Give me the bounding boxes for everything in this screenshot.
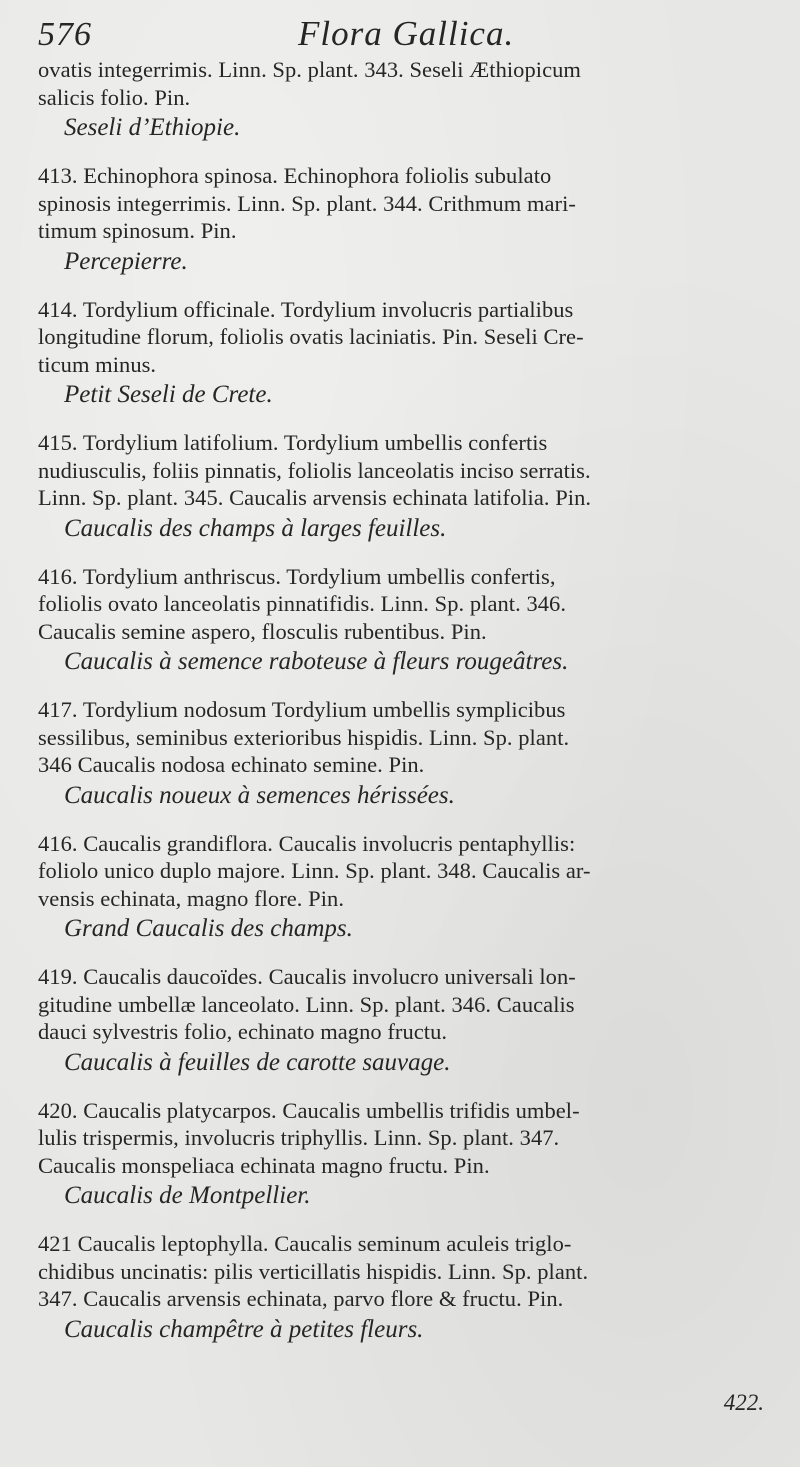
french-name: Caucalis à feuilles de carotte sauvage. [64,1048,451,1076]
entry-line: 416. Tordylium anthriscus. Tordylium umbellis confertis, [38,563,556,589]
entry-line: Linn. Sp. plant. 345. Caucalis arvensis echinata latifolia. Pin. [38,485,592,510]
entry-line: longitudine florum, foliolis ovatis laciniatis. Pin. Seseli Cre- [38,324,584,349]
french-name: Caucalis des champs à larges feuilles. [64,514,447,542]
page-body [38,56,766,1346]
species-entry-417 [38,696,766,812]
entry-line: 421 Caucalis leptophylla. Caucalis seminum aculeis triglo- [38,1231,572,1256]
entry-line: 416. Caucalis grandiflora. Caucalis involucris pentaphyllis: [38,830,576,856]
species-entry-416 [38,563,766,679]
entry-line: ticum minus. [38,351,157,377]
species-entry-413 [38,162,766,278]
entry-line: 413. Echinophora spinosa. Echinophora foliolis subulato [38,163,552,188]
catchword: 422. [723,1390,764,1415]
page-number: 576 [38,16,92,53]
entry-line: 414. Tordylium officinale. Tordylium involucris partialibus [38,296,574,322]
entry-line: foliolis ovato lanceolatis pinnatifidis. Linn. Sp. plant. 346. [38,591,567,616]
intro-entry [38,56,766,144]
entry-line: ovatis integerrimis. Linn. Sp. plant. 343. Seseli Æthiopicum [38,57,581,82]
entry-line: salicis folio. Pin. [38,84,191,110]
entry-line: lulis trispermis, involucris triphyllis. Linn. Sp. plant. 347. [38,1125,560,1150]
french-name: Grand Caucalis des champs. [64,915,353,942]
entry-line: Caucalis semine aspero, flosculis rubentibus. Pin. [38,618,487,644]
french-name: Petit Seseli de Crete. [64,381,273,408]
entry-line: 346 Caucalis nodosa echinato semine. Pin. [38,752,425,777]
entry-line: foliolo unico duplo majore. Linn. Sp. plant. 348. Caucalis ar- [38,858,591,883]
entry-line: 347. Caucalis arvensis echinata, parvo flore & fructu. Pin. [38,1286,564,1311]
entry-line: sessilibus, seminibus exterioribus hispidis. Linn. Sp. plant. [38,724,570,750]
running-title: Flora Gallica. [298,14,515,53]
entry-line: gitudine umbellæ lanceolato. Linn. Sp. plant. 346. Caucalis [38,991,575,1017]
french-name: Caucalis à semence raboteuse à fleurs rougeâtres. [64,648,569,675]
entry-line: vensis echinata, magno flore. Pin. [38,885,344,911]
french-name: Percepierre. [64,247,188,275]
entry-line: Caucalis monspeliaca echinata magno fructu. Pin. [38,1152,490,1178]
entry-line: 417. Tordylium nodosum Tordylium umbellis symplicibus [38,697,566,722]
species-entry-415 [38,429,766,545]
species-entry-420 [38,1097,766,1213]
species-entry-414 [38,296,766,412]
entry-line: 420. Caucalis platycarpos. Caucalis umbellis trifidis umbel- [38,1097,580,1123]
french-name: Caucalis de Montpellier. [64,1182,311,1209]
species-entry-418 [38,830,766,946]
entry-line: spinosis integerrimis. Linn. Sp. plant. 344. Crithmum mari- [38,190,576,216]
entry-line: chidibus uncinatis: pilis verticillatis hispidis. Linn. Sp. plant. [38,1258,589,1284]
species-entry-421 [38,1230,766,1346]
page-header [38,14,768,60]
french-name: Seseli d’Ethiopie. [64,114,241,141]
entry-line: 415. Tordylium latifolium. Tordylium umbellis confertis [38,430,548,455]
french-name: Caucalis champêtre à petites fleurs. [64,1315,424,1343]
entry-line: timum spinosum. Pin. [38,218,237,243]
species-entry-419 [38,963,766,1079]
entry-line: nudiusculis, foliis pinnatis, foliolis lanceolatis inciso serratis. [38,457,591,483]
entry-line: 419. Caucalis daucoïdes. Caucalis involucro universali lon- [38,964,576,989]
french-name: Caucalis noueux à semences hérissées. [64,781,455,809]
entry-line: dauci sylvestris folio, echinato magno fructu. [38,1019,448,1044]
